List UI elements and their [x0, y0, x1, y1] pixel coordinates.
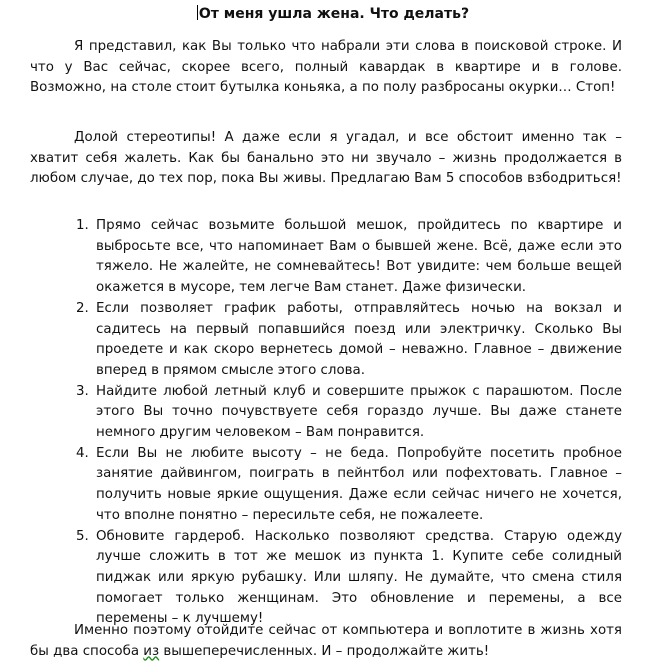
tips-list	[30, 216, 622, 630]
list-item-text: Если Вы не любите высоту – не беда. Попробуйте посетить пробное занятие дайвингом, поиграть в пейнтбол или пофехтовать. Главное – получить новые яркие ощущения. Даже если сейчас ничего не хочется, что вполне понятно – пересильте себя, не пожалеете.	[96, 445, 622, 523]
list-item	[30, 299, 622, 382]
closing-text-after: вышеперечисленных. И – продолжайте жить!	[159, 643, 490, 659]
title-text: От меня ушла жена. Что делать?	[198, 6, 470, 22]
list-item-number: 1.	[76, 218, 89, 233]
list-item	[30, 444, 622, 527]
stereotypes-paragraph: Долой стереотипы! А даже если я угадал, и все обстоит именно так – хватит себя жалеть. Как бы банально это ни звучало – жизнь продолжается в любом случае, до тех пор, пока Вы живы. Предлагаю Вам 5 способов взбодриться!	[30, 130, 622, 187]
list-item-number: 4.	[76, 445, 89, 461]
document-title	[0, 4, 666, 24]
list-item-number: 2.	[76, 300, 89, 316]
list-item	[30, 382, 622, 444]
list-item-text: Обновите гардероб. Насколько позволяют средства. Старую одежду лучше сложить в тот же мешок из пункта 1. Купите себе солидный пиджак или яркую рубашку. Или шляпу. Не думайте, что смена стиля помогает только женщинам. Это обновление и перемены, а все перемены – к лучшему!	[96, 528, 622, 627]
list-item-number: 3.	[76, 383, 89, 399]
spellcheck-underlined-word: из	[143, 643, 160, 659]
list-item	[30, 216, 622, 299]
closing-text-before: Именно поэтому отойдите сейчас от компьютера и воплотите в жизнь хотя бы два способа	[30, 623, 622, 659]
list-item-text: Найдите любой летный клуб и совершите прыжок с парашютом. После этого Вы точно почувствуете себя гораздо лучше. Вы даже станете немного другим человеком – Вам понравится.	[96, 383, 622, 441]
intro-paragraph: Я представил, как Вы только что набрали эти слова в поисковой строке. И что у Вас сейчас, скорее всего, полный кавардак в квартире и в голове. Возможно, на столе стоит бутылка коньяка, а по полу разбросаны окурки… Стоп!	[30, 39, 622, 96]
list-item-number: 5.	[76, 528, 89, 544]
list-item-text: Если позволяет график работы, отправляйтесь ночью на вокзал и садитесь на первый попавшийся поезд или электричку. Сколько Вы проедете и как скоро вернетесь домой – неважно. Главное – движение вперед в прямом смысле этого слова.	[96, 300, 622, 378]
list-item-text: Прямо сейчас возьмите большой мешок, пройдитесь по квартире и выбросьте все, что напоминает Вам о бывшей жене. Всё, даже если это тяжело. Не жалейте, не сомневайтесь! Вот увидите: чем больше вещей окажется в мусоре, тем легче Вам станет. Даже физически.	[96, 218, 622, 296]
text-cursor	[197, 5, 198, 20]
closing-paragraph	[30, 621, 622, 662]
list-item	[30, 527, 622, 631]
